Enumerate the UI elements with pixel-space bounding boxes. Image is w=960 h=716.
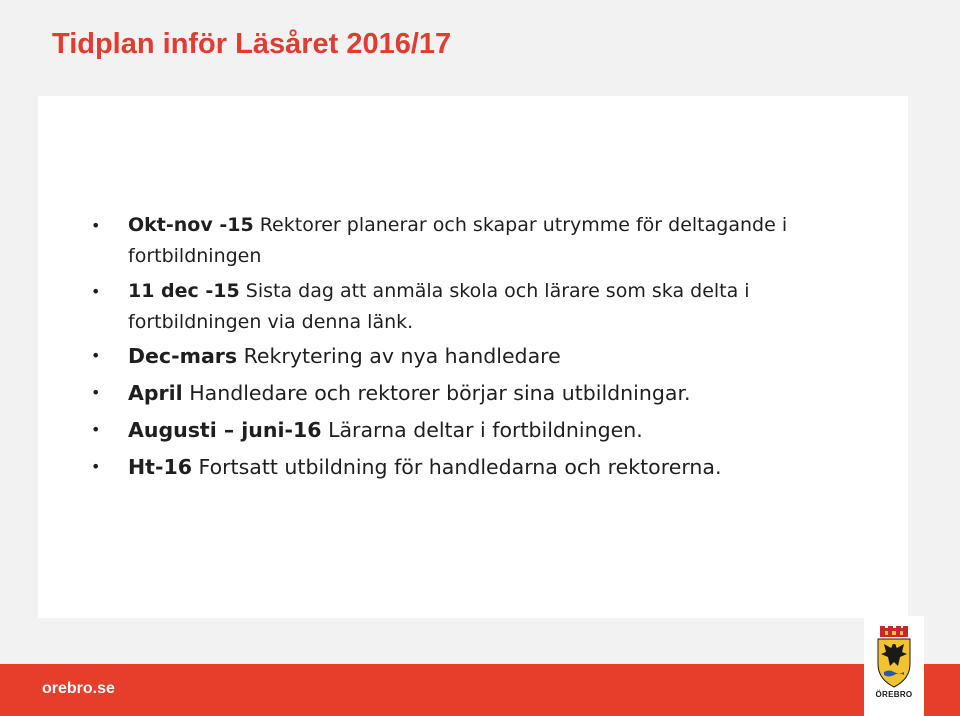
item-date: Augusti – juni-16	[128, 418, 322, 442]
item-date: Ht-16	[128, 455, 192, 479]
bullet-icon: •	[91, 457, 101, 476]
bullet-icon: •	[91, 346, 101, 365]
list-item	[84, 276, 824, 338]
footer-site-link[interactable]: orebro.se	[42, 680, 115, 697]
bullet-icon: •	[91, 383, 101, 402]
item-text: Lärarna deltar i fortbildningen.	[321, 418, 643, 442]
orebro-logo	[864, 616, 924, 716]
orebro-coat-of-arms-icon	[874, 626, 914, 688]
list-item	[84, 453, 824, 481]
footer-bar	[0, 664, 960, 716]
item-text: Fortsatt utbildning för handledarna och rektorerna.	[192, 455, 722, 479]
item-text: Sista dag att anmäla skola och lärare som ska delta i fortbildningen via denna länk.	[128, 280, 750, 333]
item-text: Rektorer planerar och skapar utrymme för deltagande i fortbildningen	[128, 214, 788, 267]
list-item	[84, 342, 824, 370]
list-item	[84, 416, 824, 444]
item-text: Rekrytering av nya handledare	[237, 344, 561, 368]
bullet-list	[84, 210, 824, 490]
list-item	[84, 210, 824, 272]
bullet-icon: •	[91, 282, 101, 301]
item-date: 11 dec -15	[128, 280, 240, 302]
item-date: Dec-mars	[128, 344, 238, 368]
logo-text: ÖREBRO	[875, 690, 913, 699]
item-date: April	[128, 381, 183, 405]
bullet-icon: •	[91, 216, 101, 235]
item-text: Handledare och rektorer börjar sina utbildningar.	[182, 381, 691, 405]
slide-title: Tidplan inför Läsåret 2016/17	[52, 28, 452, 60]
list-item	[84, 379, 824, 407]
bullet-icon: •	[91, 420, 101, 439]
item-date: Okt-nov -15	[128, 214, 254, 236]
